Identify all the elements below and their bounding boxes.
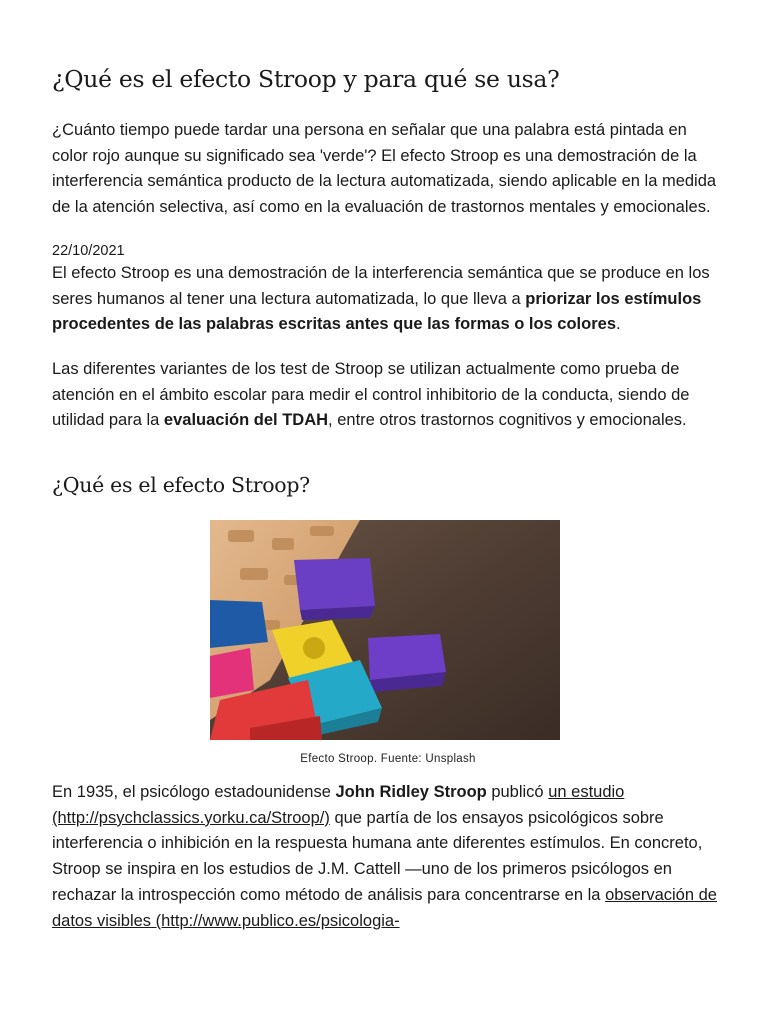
article-image	[210, 520, 560, 740]
bold-text: priorizar los estímulos procedentes de las palabras escritas antes que las formas o los colores	[52, 289, 702, 334]
paragraph-text: En 1935, el psicólogo estadounidense	[52, 783, 336, 802]
paragraph-variants	[52, 357, 724, 434]
section-heading: ¿Qué es el efecto Stroop?	[52, 473, 310, 498]
paragraph-history	[52, 780, 724, 934]
paragraph-text: publicó	[486, 783, 549, 802]
paragraph-text: .	[616, 315, 621, 334]
bold-text: John Ridley Stroop	[335, 783, 487, 802]
image-caption: Efecto Stroop. Fuente: Unsplash	[300, 753, 476, 766]
paragraph-intro	[52, 261, 724, 338]
bold-text: evaluación del TDAH	[163, 411, 329, 430]
paragraph-text: Las diferentes variantes de los test de Stroop se utilizan actualmente como prueba de atención en el ámbito escolar para medir el control inhibitorio de la conducta, siendo de utilidad para la	[52, 359, 690, 430]
visible-data-link[interactable]: observación de datos visibles (http://www.publico.es/psicologia-	[52, 885, 717, 930]
page-title: ¿Qué es el efecto Stroop y para qué se usa?	[52, 65, 560, 93]
paragraph-text: El efecto Stroop es una demostración de la interferencia semántica que se produce en los seres humanos al tener una lectura automatizada, lo que lleva a	[52, 263, 710, 308]
paragraph-text: , entre otros trastornos cognitivos y emocionales.	[328, 411, 687, 430]
article-lead: ¿Cuánto tiempo puede tardar una persona en señalar que una palabra está pintada en color rojo aunque su significado sea 'verde'? El efecto Stroop es una demostración de la interferencia semántica producto de la lectura automatizada, siendo aplicable en la medida de la atención selectiva, así como en la evaluación de trastornos mentales y emocionales.	[52, 121, 717, 217]
publish-date: 22/10/2021	[52, 242, 125, 259]
study-link[interactable]: un estudio (http://psychclassics.yorku.ca/Stroop/)	[52, 783, 625, 827]
paragraph-text: que partía de los ensayos psicológicos sobre interferencia o inhibición en la respuesta humana ante diferentes estímulos. En concreto, Stroop se inspira en los estudios de J.M. Cattell —uno de los primeros psicólogos en rechazar la introspección como método de análisis para concentrarse en la	[52, 808, 703, 904]
article	[52, 60, 724, 934]
letter-blocks-photo	[210, 520, 560, 740]
